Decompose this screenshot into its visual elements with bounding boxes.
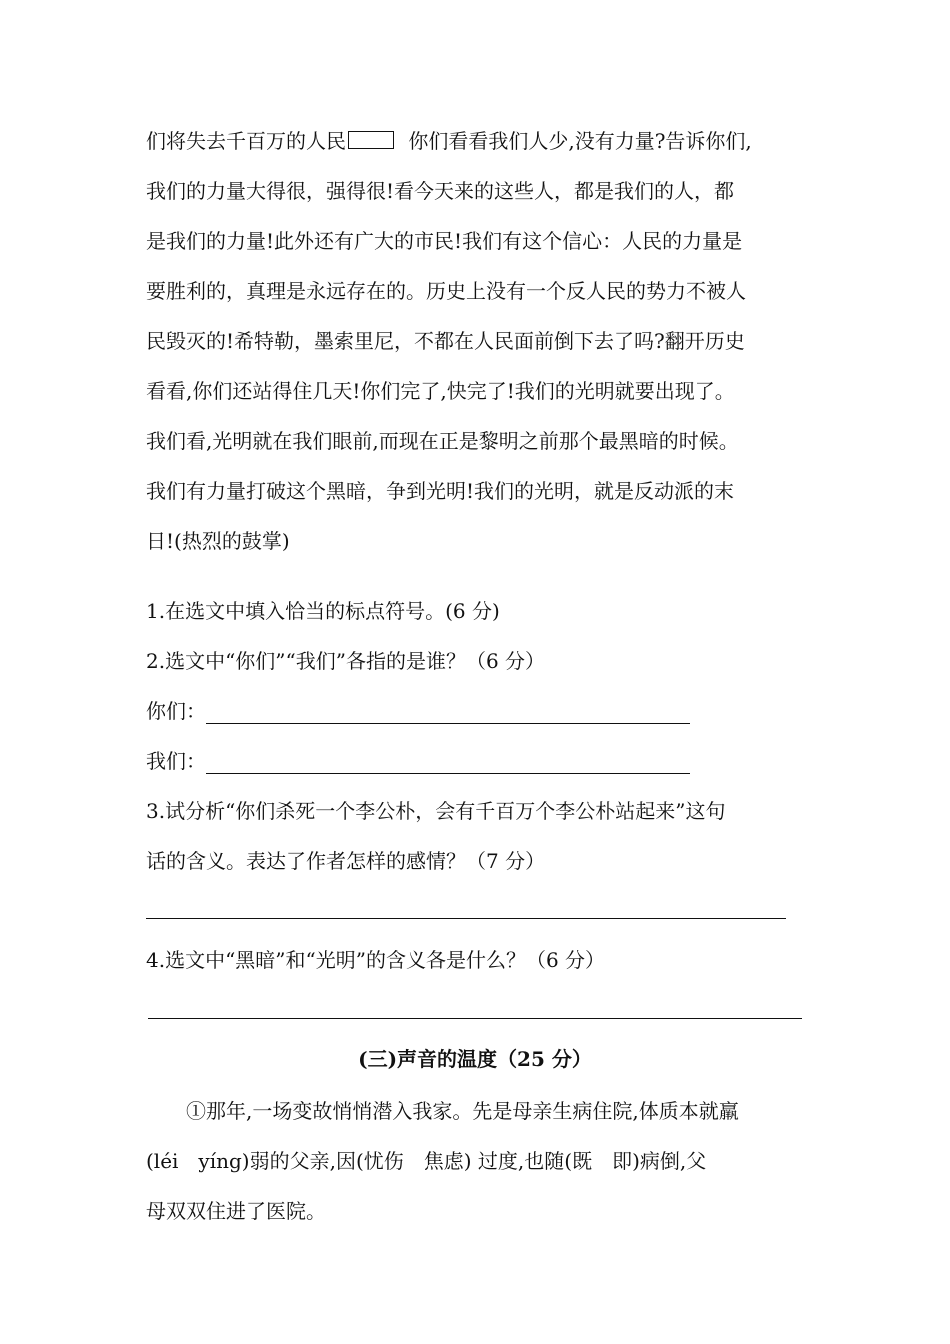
passage-line-1 <box>146 131 752 151</box>
answer-blank-we[interactable] <box>206 751 690 774</box>
passage-text: 你们看看我们人少,没有力量?告诉你们, <box>402 129 752 153</box>
answer-label-we: 我们： <box>146 749 206 773</box>
passage-line-8: 我们有力量打破这个黑暗，争到光明!我们的光明，就是反动派的末 <box>146 479 735 503</box>
passage-line-9: 日!(热烈的鼓掌) <box>146 529 290 553</box>
section-title: (三)声音的温度（25 分） <box>358 1047 592 1071</box>
section3-line-1: ①那年,一场变故悄悄潜入我家。先是母亲生病住院,体质本就羸 <box>186 1099 739 1123</box>
question-1: 1.在选文中填入恰当的标点符号。(6 分) <box>146 599 500 623</box>
question-2: 2.选文中“你们”“我们”各指的是谁？（6 分） <box>146 649 546 673</box>
answer-blank-q3[interactable] <box>146 918 786 919</box>
section3-line-2: (léi yíng)弱的父亲,因(忧伤 焦虑) 过度,也随(既 即)病倒,父 <box>146 1149 707 1173</box>
answer-label-you: 你们： <box>146 699 206 723</box>
answer-blank-you[interactable] <box>206 701 690 724</box>
passage-line-3: 是我们的力量!此外还有广大的市民!我们有这个信心：人民的力量是 <box>146 229 743 253</box>
question-3-line-1: 3.试分析“你们杀死一个李公朴，会有千百万个李公朴站起来”这句 <box>146 799 726 823</box>
passage-line-4: 要胜利的，真理是永远存在的。历史上没有一个反人民的势力不被人 <box>146 279 746 303</box>
passage-line-7: 我们看,光明就在我们眼前,而现在正是黎明之前那个最黑暗的时候。 <box>146 429 739 453</box>
answer-row-you <box>146 701 690 724</box>
passage-line-2: 我们的力量大得很，强得很!看今天来的这些人，都是我们的人，都 <box>146 179 735 203</box>
answer-row-we <box>146 751 690 774</box>
question-4: 4.选文中“黑暗”和“光明”的含义各是什么？（6 分） <box>146 948 606 972</box>
question-3-line-2: 话的含义。表达了作者怎样的感情？（7 分） <box>146 849 546 873</box>
punctuation-fill-box[interactable] <box>348 131 394 149</box>
passage-line-6: 看看,你们还站得住几天!你们完了,快完了!我们的光明就要出现了。 <box>146 379 735 403</box>
passage-text: 们将失去千百万的人民 <box>146 129 346 153</box>
passage-line-5: 民毁灭的!希特勒，墨索里尼，不都在人民面前倒下去了吗?翻开历史 <box>146 329 745 353</box>
section3-line-3: 母双双住进了医院。 <box>146 1199 326 1223</box>
answer-blank-q4[interactable] <box>148 1018 802 1019</box>
